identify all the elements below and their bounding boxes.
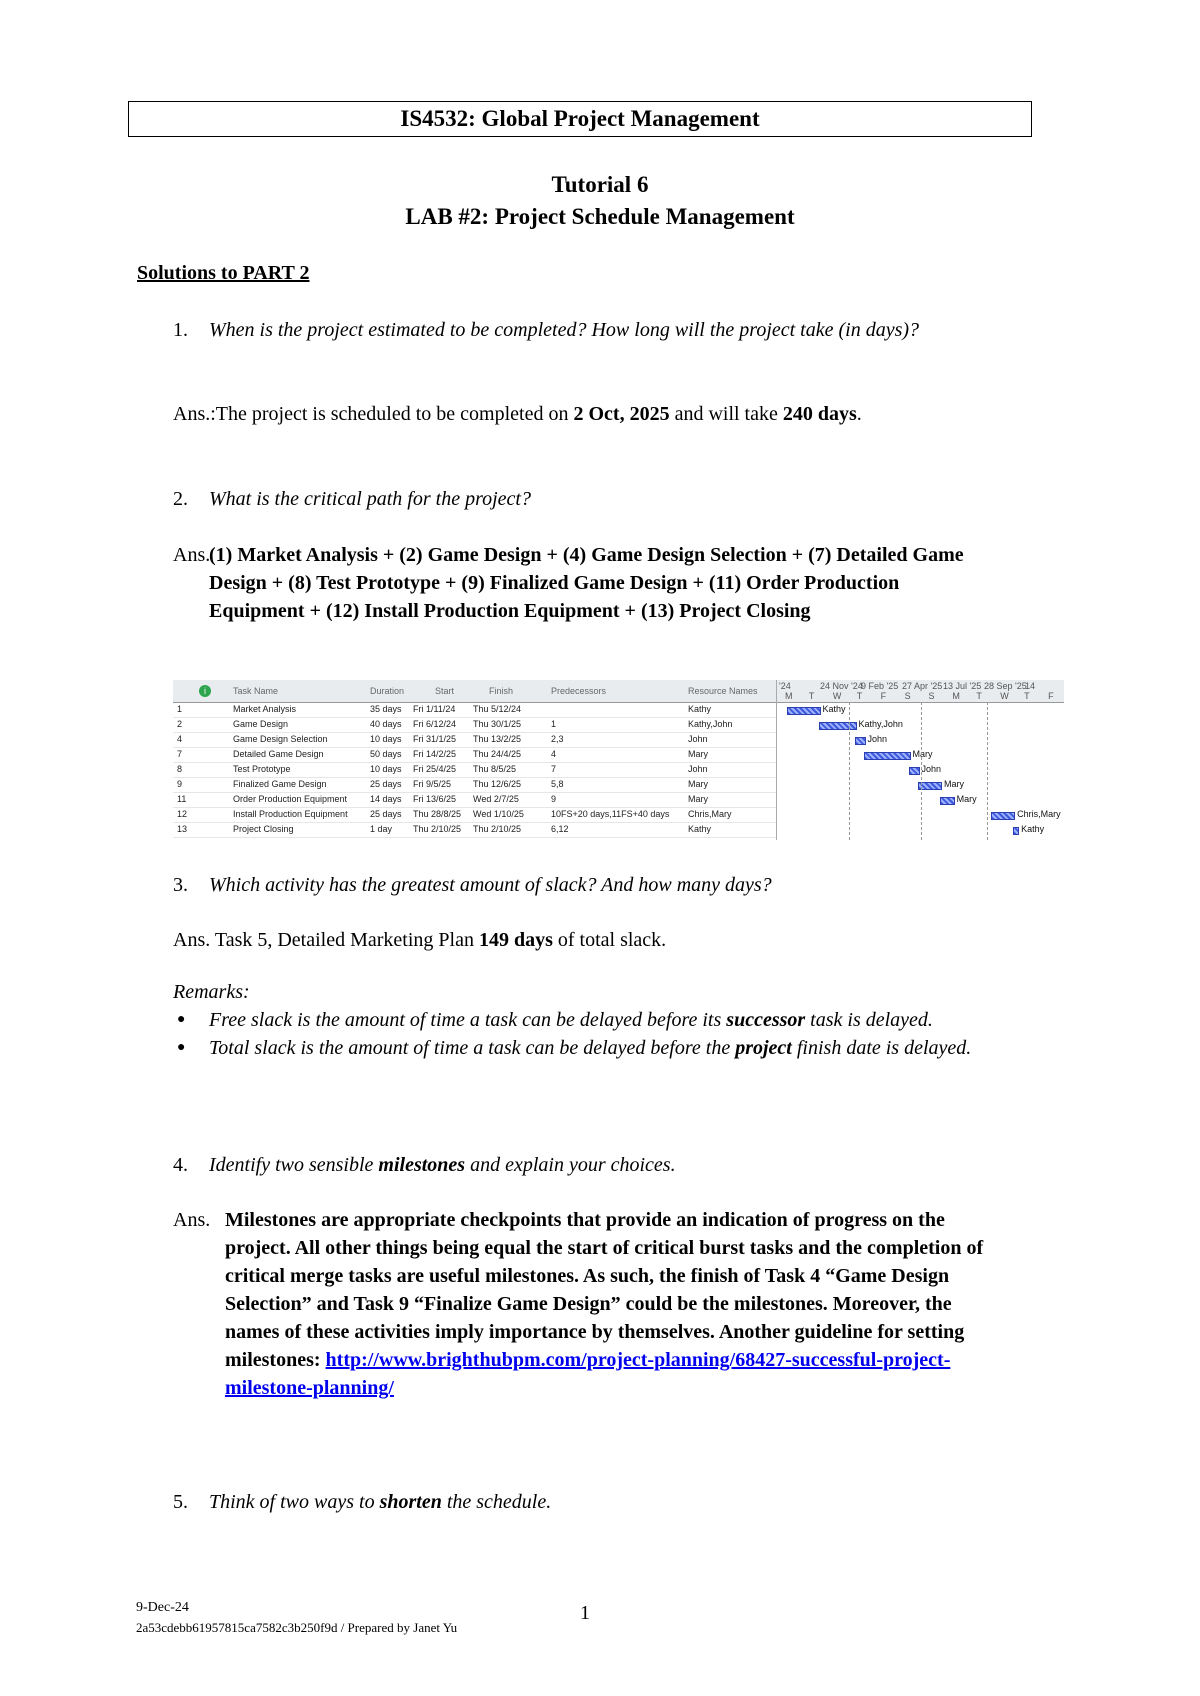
timeline-day-label: T <box>808 691 815 701</box>
col-start: Start <box>435 686 455 696</box>
gantt-row <box>173 823 776 838</box>
col-duration: Duration <box>370 686 405 696</box>
question-text: Identify two sensible <box>209 1154 379 1176</box>
gantt-bar <box>855 737 866 745</box>
task-resources: Chris,Mary <box>688 809 732 819</box>
course-title: IS4532: Global Project Management <box>128 101 1032 137</box>
gantt-bar-label: Mary <box>912 749 933 759</box>
task-duration: 10 days <box>370 734 402 744</box>
timeline-day-label: T <box>856 691 863 701</box>
task-start: Fri 25/4/25 <box>413 764 457 774</box>
task-predecessors: 2,3 <box>551 734 564 744</box>
gantt-bar-label: Kathy <box>822 704 846 714</box>
task-name: Order Production Equipment <box>233 794 348 804</box>
task-finish: Wed 1/10/25 <box>473 809 524 819</box>
completion-date: 2 Oct, 2025 <box>573 403 670 425</box>
task-duration: 50 days <box>370 749 402 759</box>
timeline-day-label: M <box>952 691 960 701</box>
timeline-period-label: 27 Apr '25 <box>902 681 943 691</box>
gantt-bar-label: Chris,Mary <box>1017 809 1061 819</box>
gantt-row <box>173 748 776 763</box>
timeline-day-label: S <box>928 691 935 701</box>
task-name: Project Closing <box>233 824 294 834</box>
info-icon: i <box>199 685 211 697</box>
question-number: 4. <box>173 1154 188 1176</box>
task-start: Thu 2/10/25 <box>413 824 462 834</box>
task-start: Fri 9/5/25 <box>413 779 452 789</box>
row-id: 4 <box>177 734 183 744</box>
slack-days: 149 days <box>478 929 553 951</box>
bullet-icon: ● <box>177 1012 186 1027</box>
question-text: What is the critical path for the project? <box>209 488 531 510</box>
remark-text: Total slack is the amount of time a task can be delayed before the <box>209 1037 736 1059</box>
answer-4 <box>173 1206 1073 1436</box>
task-predecessors: 6,12 <box>551 824 569 834</box>
task-duration: 25 days <box>370 779 402 789</box>
gantt-task-table <box>173 680 776 840</box>
page-number: 1 <box>580 1602 590 1624</box>
gantt-bar <box>1013 827 1019 835</box>
task-finish: Thu 30/1/25 <box>473 719 522 729</box>
question-number: 5. <box>173 1491 188 1513</box>
gantt-bar <box>864 752 911 760</box>
row-id: 13 <box>177 824 188 834</box>
row-id: 8 <box>177 764 183 774</box>
gantt-row <box>173 763 776 778</box>
gantt-row <box>173 793 776 808</box>
task-start: Fri 31/1/25 <box>413 734 457 744</box>
question-number: 1. <box>173 319 188 341</box>
gantt-bar-label: Kathy <box>1021 824 1045 834</box>
timeline-day-label: W <box>832 691 842 701</box>
task-duration: 1 day <box>370 824 393 834</box>
timeline-period-label: 24 Nov '24 <box>820 681 863 691</box>
gantt-bar <box>991 812 1016 820</box>
gantt-bar-label: Mary <box>956 794 977 804</box>
question-4 <box>173 1151 1073 1181</box>
row-id: 9 <box>177 779 183 789</box>
task-predecessors: 4 <box>551 749 557 759</box>
question-emphasis: milestones <box>378 1154 466 1176</box>
task-finish: Thu 5/12/24 <box>473 704 522 714</box>
task-resources: Mary <box>688 749 708 759</box>
question-number: 2. <box>173 488 188 510</box>
gantt-bar <box>909 767 920 775</box>
task-resources: John <box>688 734 708 744</box>
task-finish: Thu 8/5/25 <box>473 764 517 774</box>
remark-bullet-1 <box>173 1006 1093 1036</box>
task-resources: Mary <box>688 779 708 789</box>
task-resources: Kathy <box>688 704 712 714</box>
answer-label: Ans. <box>173 929 211 951</box>
timeline-day-label: F <box>1048 691 1054 701</box>
task-predecessors: 9 <box>551 794 557 804</box>
task-finish: Thu 13/2/25 <box>473 734 522 744</box>
task-finish: Wed 2/7/25 <box>473 794 519 804</box>
task-finish: Thu 2/10/25 <box>473 824 522 834</box>
remark-text: finish date is delayed. <box>791 1037 972 1059</box>
col-predecessors: Predecessors <box>551 686 607 696</box>
question-3 <box>173 871 1073 901</box>
row-id: 11 <box>177 794 187 804</box>
task-start: Fri 1/11/24 <box>413 704 456 714</box>
question-text: Think of two ways to <box>209 1491 380 1513</box>
section-heading: Solutions to PART 2 <box>137 262 310 284</box>
milestone-guideline-link[interactable]: http://www.brighthubpm.com/project-planning/68427-successful-project-milestone-planning/ <box>225 1349 951 1399</box>
row-id: 12 <box>177 809 188 819</box>
answer-1 <box>173 400 862 428</box>
gantt-bar-label: John <box>921 764 942 774</box>
timeline-day-label: T <box>976 691 982 701</box>
timeline-gridline <box>921 702 922 840</box>
task-predecessors: 1 <box>551 719 557 729</box>
question-5 <box>173 1488 1073 1518</box>
question-1 <box>173 316 1073 376</box>
question-text: When is the project estimated to be completed? How long will the project take (in days)? <box>209 319 920 341</box>
question-text: and explain your choices. <box>465 1154 676 1176</box>
lab-title: LAB #2: Project Schedule Management <box>405 204 795 229</box>
question-text: Which activity has the greatest amount of slack? And how many days? <box>209 874 772 896</box>
gantt-row <box>173 808 776 823</box>
gantt-bar-label: Mary <box>944 779 964 789</box>
task-start: Thu 28/8/25 <box>413 809 462 819</box>
task-predecessors: 5,8 <box>551 779 564 789</box>
task-start: Fri 6/12/24 <box>413 719 457 729</box>
gantt-row <box>173 733 776 748</box>
task-duration: 25 days <box>370 809 402 819</box>
remark-bullet-2 <box>173 1034 1093 1094</box>
timeline-header <box>777 680 1064 703</box>
task-predecessors: 7 <box>551 764 557 774</box>
gantt-row <box>173 718 776 733</box>
timeline-period-label: 13 Jul '25 <box>943 681 982 691</box>
task-duration: 14 days <box>370 794 402 804</box>
question-emphasis: shorten <box>379 1491 442 1513</box>
remarks-title: Remarks: <box>173 981 250 1003</box>
timeline-gridline <box>987 702 988 840</box>
critical-path-text: (1) Market Analysis + (2) Game Design + (4) Game Design Selection + (7) Detailed Game Design + (8) Test Prototype + (9) Finalized Game Design + (11) Order Production Equipment + (12) Install Production Equipment + (13) Project Closing <box>209 544 964 622</box>
task-name: Market Analysis <box>233 704 297 714</box>
answer-label: Ans. <box>173 1209 211 1231</box>
task-resources: Kathy <box>688 824 712 834</box>
timeline-period-label: '24 <box>779 681 791 691</box>
task-finish: Thu 24/4/25 <box>473 749 522 759</box>
question-number: 3. <box>173 874 188 896</box>
task-name: Game Design <box>233 719 289 729</box>
gantt-row <box>173 703 776 718</box>
timeline-period-label: 9 Feb '25 <box>861 681 899 691</box>
task-finish: Thu 12/6/25 <box>473 779 522 789</box>
remark-text: Free slack is the amount of time a task can be delayed before its <box>209 1009 727 1031</box>
timeline-day-label: M <box>785 691 793 701</box>
question-text: the schedule. <box>441 1491 552 1513</box>
timeline-day-label: S <box>904 691 911 701</box>
answer-text: The project is scheduled to be completed on <box>215 403 574 425</box>
timeline-gridline <box>849 702 850 840</box>
gantt-table-header <box>173 680 776 703</box>
gantt-bar <box>940 797 955 805</box>
row-id: 2 <box>177 719 183 729</box>
task-duration: 35 days <box>370 704 402 714</box>
task-name: Install Production Equipment <box>233 809 348 819</box>
task-predecessors: 10FS+20 days,11FS+40 days <box>551 809 670 819</box>
task-resources: Kathy,John <box>688 719 733 729</box>
task-name: Finalized Game Design <box>233 779 327 789</box>
footer-date: 9-Dec-24 <box>136 1600 189 1615</box>
timeline-period-label: 28 Sep '25 <box>984 681 1027 691</box>
tutorial-title: Tutorial 6 <box>551 172 649 197</box>
bullet-icon: ● <box>177 1040 186 1055</box>
row-id: 7 <box>177 749 183 759</box>
answer-text: . <box>856 403 862 425</box>
footer-document-id: 2a53cdebb61957815ca7582c3b250f9d / Prepared by Janet Yu <box>136 1620 458 1635</box>
timeline-day-label: W <box>1000 691 1009 701</box>
col-finish: Finish <box>489 686 514 696</box>
timeline-day-label: F <box>880 691 887 701</box>
task-duration: 10 days <box>370 764 402 774</box>
col-resource-names: Resource Names <box>688 686 758 696</box>
timeline-period-label: 14 <box>1025 681 1036 691</box>
answer-label: Ans. <box>173 544 211 566</box>
gantt-chart-screenshot <box>173 680 1063 840</box>
answer-label: Ans.: <box>173 403 216 425</box>
gantt-bar-label: John <box>867 734 888 744</box>
task-start: Fri 14/2/25 <box>413 749 457 759</box>
milestones-text: Milestones are appropriate checkpoints that provide an indication of progress on the project. All other things being equal the start of critical burst tasks and the completion of critical merge tasks are useful milestones. As such, the finish of Task 4 “Game Design Selection” and Task 9 “Finalize Game Design” could be the milestones. Moreover, the names of these activities imply importance by themselves. Another guideline for setting milestones: <box>225 1209 984 1371</box>
timeline-day-label: T <box>1024 691 1030 701</box>
task-resources: Mary <box>688 794 708 804</box>
answer-text: of total slack. <box>552 929 667 951</box>
gantt-timeline <box>776 680 1064 840</box>
answer-text: Task 5, Detailed Marketing Plan <box>214 929 479 951</box>
gantt-row <box>173 778 776 793</box>
gantt-bar <box>787 707 821 715</box>
task-duration: 40 days <box>370 719 402 729</box>
project-duration: 240 days <box>782 403 857 425</box>
col-task-name: Task Name <box>233 686 279 696</box>
question-2 <box>173 485 1073 515</box>
task-resources: John <box>688 764 708 774</box>
remark-emphasis: project <box>735 1037 792 1059</box>
gantt-bar-label: Kathy,John <box>858 719 903 729</box>
task-name: Detailed Game Design <box>233 749 324 759</box>
answer-3 <box>173 926 666 954</box>
gantt-bar <box>819 722 857 730</box>
row-id: 1 <box>177 704 183 714</box>
task-start: Fri 13/6/25 <box>413 794 457 804</box>
answer-2 <box>173 541 1073 656</box>
remark-emphasis: successor <box>726 1009 806 1031</box>
answer-text: and will take <box>669 403 783 425</box>
task-name: Test Prototype <box>233 764 291 774</box>
task-name: Game Design Selection <box>233 734 328 744</box>
remark-text: task is delayed. <box>805 1009 933 1031</box>
